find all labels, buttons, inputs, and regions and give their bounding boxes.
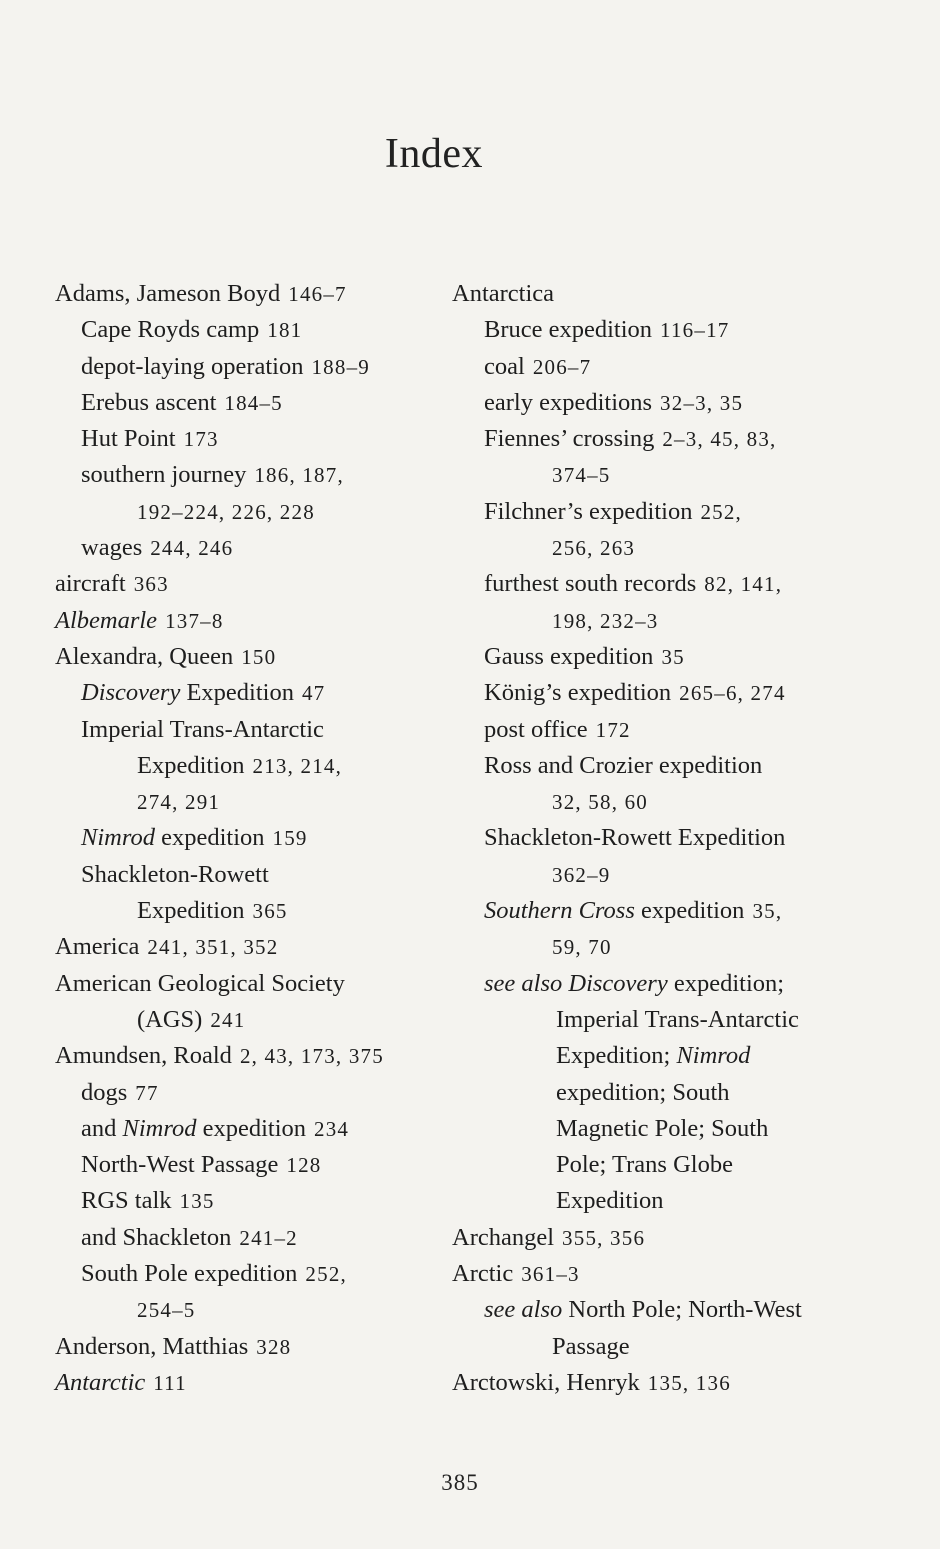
index-column-left — [55, 276, 435, 1401]
index-entry — [55, 530, 435, 566]
page-refs: 181 — [267, 318, 303, 343]
entry-text: expedition — [154, 824, 265, 852]
page-refs: 172 — [595, 717, 631, 742]
index-entry — [452, 784, 882, 820]
page-refs: 116–17 — [660, 318, 730, 343]
index-entry — [55, 1292, 435, 1328]
index-entry — [452, 893, 882, 929]
index-entry — [55, 276, 435, 312]
entry-text: Cape Royds camp — [81, 316, 260, 344]
index-entry — [452, 457, 882, 493]
index-entry — [55, 566, 435, 602]
page-refs: 265–6, 274 — [679, 681, 786, 706]
page-number: 385 — [441, 1470, 479, 1495]
page-refs: 59, 70 — [552, 935, 612, 960]
page-refs: 244, 246 — [150, 536, 234, 561]
entry-text: furthest south records — [484, 570, 697, 598]
page-refs: 252, — [305, 1262, 347, 1287]
page-refs: 2, 43, 173, 375 — [239, 1044, 384, 1069]
page-refs: 274, 291 — [137, 790, 221, 815]
page-refs: 128 — [286, 1153, 322, 1178]
index-entry — [55, 1183, 435, 1219]
entry-text: North-West Passage — [81, 1151, 279, 1179]
index-entry — [452, 1038, 882, 1074]
page-refs: 146–7 — [288, 282, 347, 306]
page-refs: 241–2 — [239, 1225, 298, 1250]
page-refs: 254–5 — [137, 1298, 196, 1323]
page-refs: 82, 141, — [704, 572, 783, 597]
index-entry — [55, 494, 435, 530]
entry-text: Arctowski, Henryk — [452, 1368, 640, 1396]
index-entry — [452, 1002, 882, 1038]
entry-text: depot-laying operation — [81, 352, 304, 380]
index-entry — [55, 457, 435, 493]
entry-text: Expedition; — [556, 1042, 677, 1070]
index-entry — [55, 857, 435, 893]
entry-italic: Discovery — [81, 679, 181, 707]
page-refs: 198, 232–3 — [552, 608, 659, 633]
entry-text: expedition — [196, 1114, 307, 1142]
index-entry — [452, 1292, 882, 1328]
index-entry — [55, 820, 435, 856]
page-refs: 32–3, 35 — [660, 390, 744, 415]
entry-text: Imperial Trans-Antarctic — [81, 715, 324, 743]
page-refs: 173 — [183, 427, 219, 452]
entry-text: Fiennes’ crossing — [484, 425, 655, 453]
page-refs: 35 — [661, 644, 685, 669]
entry-text: Expedition — [137, 751, 245, 779]
entry-italic: Southern Cross — [484, 897, 635, 925]
index-entry — [452, 748, 882, 784]
page-refs: 77 — [135, 1080, 159, 1105]
entry-text: and — [81, 1114, 123, 1142]
index-entry — [452, 820, 882, 856]
index-entry — [452, 603, 882, 639]
index-entry — [55, 1220, 435, 1256]
entry-text: Imperial Trans-Antarctic — [556, 1005, 799, 1033]
index-entry — [55, 1365, 435, 1401]
index-entry — [55, 893, 435, 929]
page-refs: 188–9 — [311, 354, 370, 379]
entry-text: Adams, Jameson Boyd — [55, 280, 281, 307]
index-entry — [55, 639, 435, 675]
index-entry — [55, 929, 435, 965]
page-refs: 361–3 — [521, 1262, 580, 1287]
entry-italic: Albemarle — [55, 606, 158, 634]
index-entry — [55, 1147, 435, 1183]
entry-text: RGS talk — [81, 1187, 172, 1215]
page-refs: 213, 214, — [252, 753, 343, 778]
entry-text: southern journey — [81, 461, 247, 489]
page-refs: 355, 356 — [562, 1225, 646, 1250]
index-column-right — [452, 276, 882, 1401]
entry-text: Shackleton-Rowett Expedition — [484, 824, 786, 852]
page-refs: 241, 351, 352 — [147, 935, 279, 960]
page-refs: 256, 263 — [552, 536, 636, 561]
index-entry — [452, 966, 882, 1002]
entry-text: coal — [484, 352, 525, 380]
entry-text: Archangel — [452, 1223, 555, 1251]
entry-text: (AGS) — [137, 1005, 203, 1033]
entry-text: aircraft — [55, 570, 126, 598]
page-refs: 374–5 — [552, 463, 611, 488]
entry-text: Arctic — [452, 1260, 514, 1288]
entry-text: Antarctica — [452, 280, 555, 307]
entry-text: Magnetic Pole; South — [556, 1114, 769, 1142]
entry-text: early expeditions — [484, 388, 653, 416]
entry-text: expedition — [634, 897, 745, 925]
index-entry — [452, 385, 882, 421]
entry-text: dogs — [81, 1078, 128, 1106]
index-entry — [452, 675, 882, 711]
page-refs: 159 — [272, 826, 308, 851]
entry-italic: Nimrod — [122, 1114, 197, 1142]
entry-italic: see also Discovery — [484, 969, 668, 997]
page-refs: 135, 136 — [647, 1370, 731, 1395]
index-entry — [452, 276, 882, 312]
page-refs: 252, — [700, 499, 743, 524]
page-title: Index — [384, 131, 484, 177]
entry-text: Passage — [552, 1332, 630, 1360]
index-entry — [452, 1365, 882, 1401]
index-entry — [452, 349, 882, 385]
index-entry — [452, 1329, 882, 1365]
entry-text: expedition; — [667, 969, 785, 997]
index-entry — [452, 494, 882, 530]
index-entry — [55, 1329, 435, 1365]
entry-text: post office — [484, 715, 588, 743]
index-entry — [55, 966, 435, 1002]
index-entry — [55, 349, 435, 385]
index-entry — [452, 639, 882, 675]
page-refs: 363 — [133, 572, 169, 597]
index-entry — [452, 1111, 882, 1147]
entry-text: Gauss expedition — [484, 642, 654, 670]
page-refs: 192–224, 226, 228 — [137, 499, 315, 524]
entry-text: North Pole; North-West — [562, 1296, 802, 1324]
entry-text: Ross and Crozier expedition — [484, 751, 763, 779]
entry-text: America — [55, 933, 140, 961]
index-entry — [452, 929, 882, 965]
entry-text: Amundsen, Roald — [55, 1042, 232, 1070]
entry-text: Pole; Trans Globe — [556, 1151, 733, 1179]
index-entry — [55, 748, 435, 784]
index-entry — [452, 1183, 882, 1219]
entry-italic: see also — [484, 1296, 563, 1324]
index-entry — [55, 784, 435, 820]
index-entry — [55, 675, 435, 711]
page-refs: 32, 58, 60 — [552, 790, 648, 815]
entry-text: South Pole expedition — [81, 1260, 298, 1288]
entry-italic: Nimrod — [81, 824, 155, 852]
entry-text: wages — [81, 534, 143, 562]
index-entry — [55, 385, 435, 421]
index-entry — [55, 421, 435, 457]
entry-text: Shackleton-Rowett — [81, 860, 269, 888]
page-refs: 35, — [752, 899, 783, 924]
index-entry — [55, 1111, 435, 1147]
index-entry — [452, 1220, 882, 1256]
page-refs: 137–8 — [165, 608, 224, 633]
index-entry — [55, 1075, 435, 1111]
page-refs: 206–7 — [532, 354, 592, 379]
index-entry — [452, 857, 882, 893]
entry-text: Filchner’s expedition — [484, 497, 693, 525]
index-entry — [55, 312, 435, 348]
page-refs: 47 — [301, 681, 326, 706]
page-refs: 2–3, 45, 83, — [662, 427, 777, 452]
index-entry — [55, 712, 435, 748]
entry-italic: Antarctic — [55, 1368, 146, 1396]
index-entry — [55, 1256, 435, 1292]
page-refs: 150 — [241, 644, 277, 669]
index-entry — [55, 1002, 435, 1038]
page-refs: 186, 187, — [254, 463, 344, 488]
page-refs: 362–9 — [552, 862, 611, 887]
entry-text: Bruce expedition — [484, 316, 653, 344]
index-entry — [55, 603, 435, 639]
index-entry — [452, 1256, 882, 1292]
entry-text: Expedition — [556, 1187, 664, 1215]
page-refs: 111 — [153, 1370, 187, 1395]
page-refs: 241 — [210, 1007, 246, 1032]
index-entry — [452, 566, 882, 602]
entry-text: Hut Point — [81, 425, 176, 453]
page-refs: 135 — [179, 1189, 215, 1214]
entry-text: Erebus ascent — [81, 388, 217, 416]
entry-text: expedition; South — [556, 1078, 730, 1106]
entry-text: Expedition — [180, 679, 294, 707]
page-refs: 328 — [256, 1334, 292, 1359]
index-entry — [452, 421, 882, 457]
entry-text: and Shackleton — [81, 1223, 232, 1251]
index-entry — [452, 712, 882, 748]
entry-text: American Geological Society — [55, 969, 345, 997]
index-entry — [452, 1075, 882, 1111]
index-entry — [55, 1038, 435, 1074]
entry-text: Expedition — [137, 897, 245, 925]
page-refs: 184–5 — [224, 390, 283, 415]
index-entry — [452, 1147, 882, 1183]
page-refs: 365 — [252, 899, 288, 924]
entry-text: Alexandra, Queen — [55, 642, 234, 670]
index-entry — [452, 530, 882, 566]
entry-italic: Nimrod — [676, 1042, 751, 1070]
page-refs: 234 — [314, 1116, 350, 1141]
entry-text: König’s expedition — [484, 679, 672, 707]
index-entry — [452, 312, 882, 348]
entry-text: Anderson, Matthias — [55, 1332, 249, 1360]
